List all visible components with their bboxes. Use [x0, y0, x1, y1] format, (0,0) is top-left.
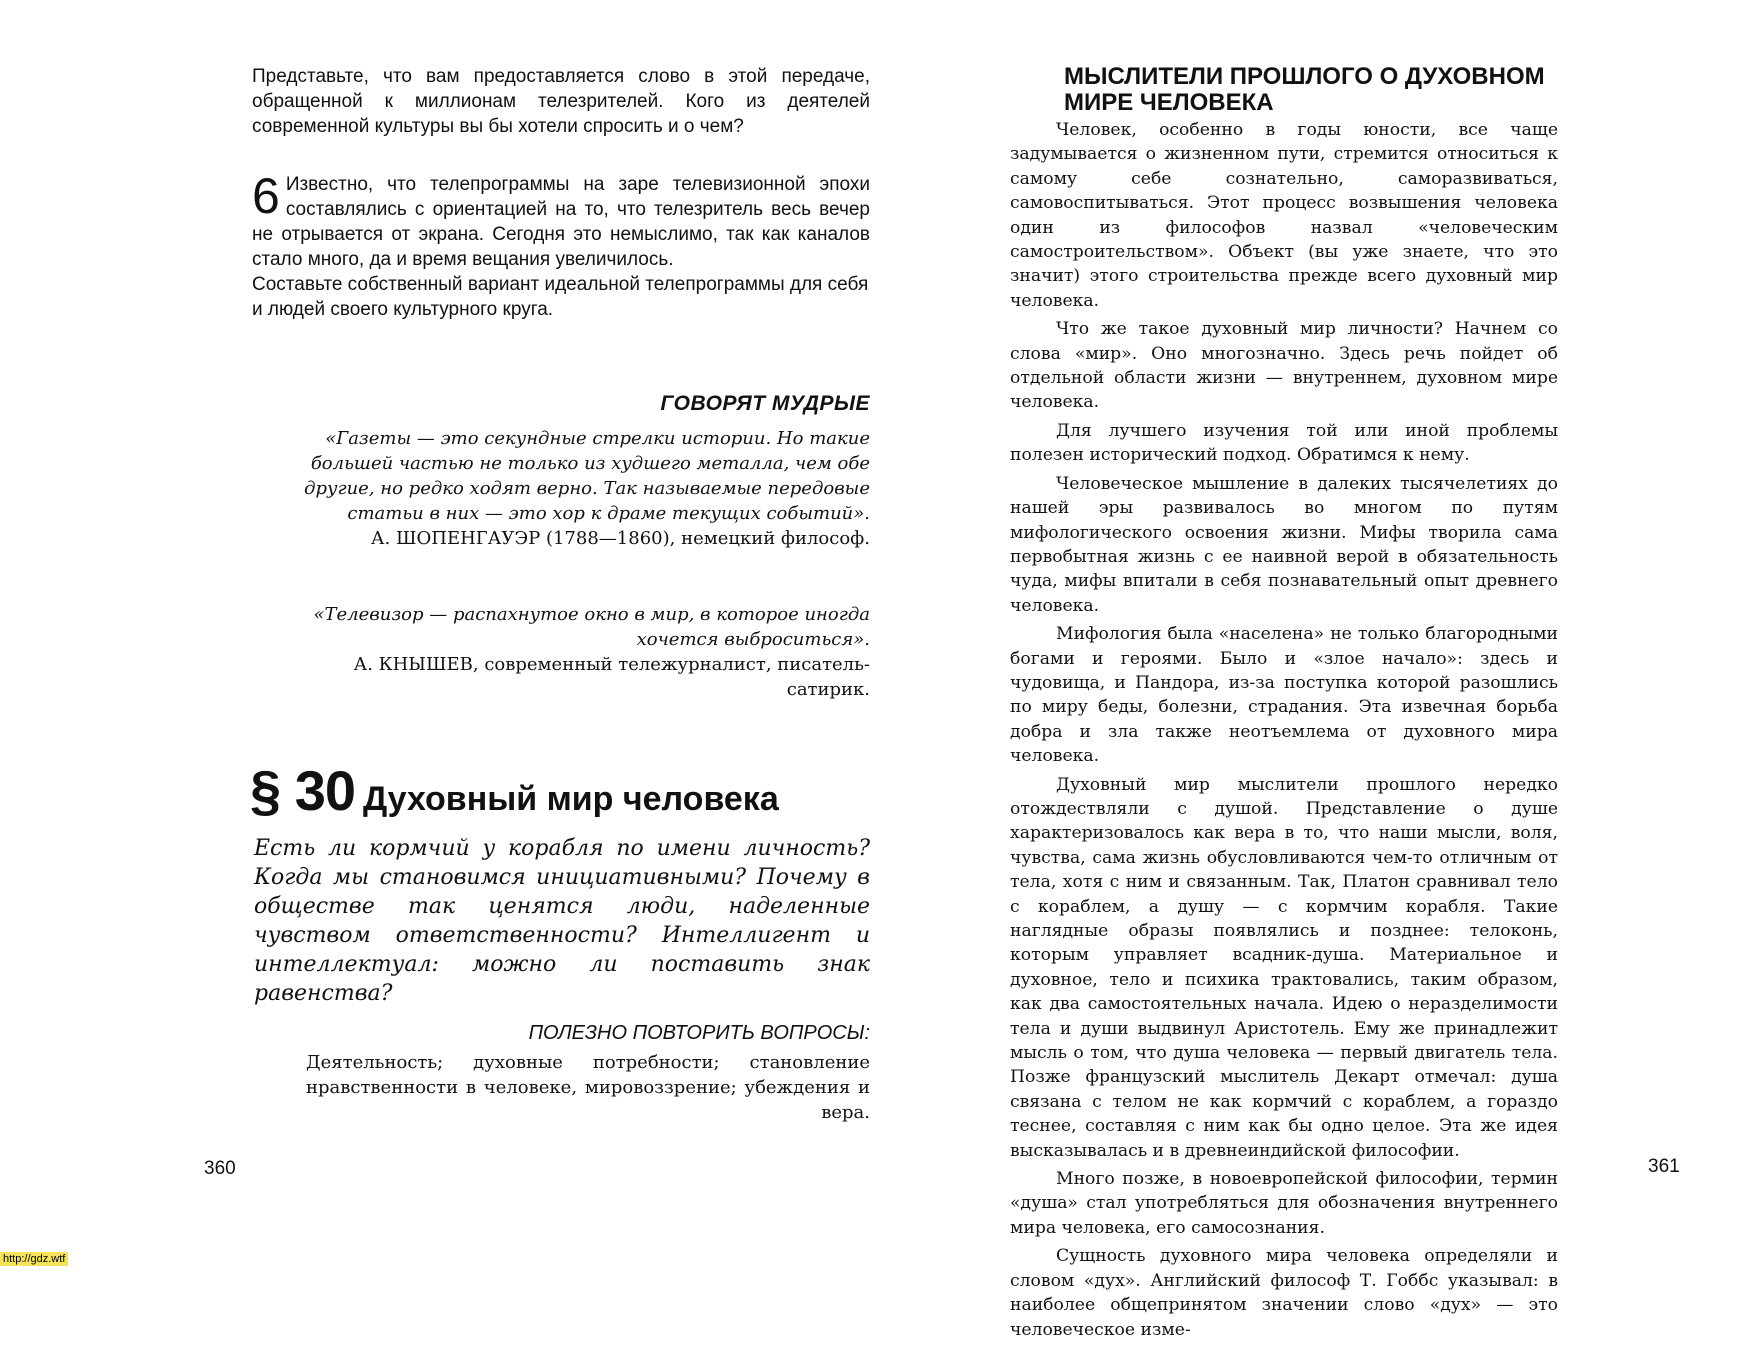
right-page	[880, 0, 1760, 1340]
paragraph-number: § 30	[250, 759, 355, 822]
watermark-link[interactable]: http://gdz.wtf	[0, 1252, 68, 1266]
paragraph-name: Духовный мир человека	[363, 780, 779, 818]
section-heading: МЫСЛИТЕЛИ ПРОШЛОГО О ДУХОВНОМ МИРЕ ЧЕЛОВЕКА	[1064, 63, 1545, 116]
quote-text: «Телевизор — распахнутое окно в мир, в которое иногда хочется выброситься».	[313, 604, 870, 650]
task-6-text: Известно, что телепрограммы на заре телевизионной эпохи составлялись с ориентацией на то, что телезритель весь вечер не отрывается от экрана. Сегодня это немыслимо, так как каналов стало много, да и время вещания увеличилось.	[252, 174, 870, 270]
task-6	[252, 168, 870, 322]
sages-heading: ГОВОРЯТ МУДРЫЕ	[660, 392, 870, 415]
body-paragraph: Человек, особенно в годы юности, все чаще задумывается о жизненном пути, стремится относиться к самому себе сознательно, саморазвиваться, самовоспитываться. Этот процесс возвышения человека один из философов назвал «человеческим самостроительством». Объект (вы уже знаете, что это значит) этого строительства прежде всего духовный мир человека.	[1010, 120, 1558, 311]
body-paragraph: Для лучшего изучения той или иной проблемы полезен исторический подход. Обратимся к нему.	[1010, 420, 1558, 466]
body-text	[1010, 118, 1558, 1346]
body-paragraph: Духовный мир мыслители прошлого нередко отождествляли с душой. Представление о душе характеризовалось как вера в то, что наши мысли, воля, чувства, сама жизнь обусловливаются чем-то отличным от тела, хотя с ним и связанным. Так, Платон сравнивал тело с кораблем, а душу — с кормчим корабля. Такие наглядные образы появлялись и позднее: телоконь, которым управляет всадник-душа. Материальное и духовное, тело и психика трактовались, таким образом, как два самостоятельных начала. Идею о неразделимости тела и души выдвинул Аристотель. Ему же принадлежит мысль о том, что душа человека — первый двигатель тела. Позже французский мыслитель Декарт отмечал: душа связана с телом не как кормчий с кораблем, а гораздо теснее, составляя с ним как бы одно целое. Эта же идея высказывалась и в древнеиндийской философии.	[1010, 774, 1558, 1161]
repeat-questions-heading: ПОЛЕЗНО ПОВТОРИТЬ ВОПРОСЫ:	[528, 1022, 870, 1044]
body-paragraph: Много позже, в новоевропейской философии, термин «душа» стал употребляться для обозначения внутреннего мира человека, его самосознания.	[1010, 1169, 1558, 1238]
body-paragraph: Человеческое мышление в далеких тысячелетиях до нашей эры развивалось во многом по путям мифологического освоения жизни. Мифы творила сама первобытная жизнь с ее наивной верой в обязательность чуда, мифы впитали в себя познавательный опыт древнего человека.	[1010, 473, 1558, 616]
page-number-left: 360	[204, 1158, 236, 1179]
quote-schopenhauer	[300, 426, 870, 551]
left-page	[0, 0, 880, 1266]
page-number-right: 361	[1648, 1156, 1680, 1177]
quote-knyshev	[300, 602, 870, 702]
paragraph-lead-questions: Есть ли кормчий у корабля по имени личность? Когда мы становимся инициативными? Почему в обществе так ценятся люди, наделенные чувством ответственности? Интеллигент и интеллектуал: можно ли поставить знак равенства?	[254, 836, 870, 1006]
task-intro-text: Представьте, что вам предоставляется слово в этой передаче, обращенной к миллионам телезрителей. Кого из деятелей современной культуры вы бы хотели спросить и о чем?	[252, 66, 870, 137]
body-paragraph: Сущность духовного мира человека определяли и словом «дух». Английский философ Т. Гоббс указывал: в наиболее общепринятом значении слово «дух» — это человеческое изме-	[1010, 1246, 1558, 1340]
body-paragraph: Что же такое духовный мир личности? Начнем со слова «мир». Оно многозначно. Здесь речь пойдет об отдельной области жизни — внутреннем, духовном мире человека.	[1010, 319, 1558, 413]
quote-author: А. ШОПЕНГАУЭР (1788—1860), немецкий философ.	[370, 528, 870, 549]
task-6-text-2: Составьте собственный вариант идеальной телепрограммы для себя и людей своего культурного круга.	[252, 274, 869, 320]
paragraph-title	[250, 758, 890, 823]
body-paragraph: Мифология была «населена» не только благородными богами и героями. Было и «злое начало»: здесь и чудовища, и Пандора, из-за поступка которой разошлись по миру беды, болезни, страдания. Эта извечная борьба добра и зла также неотъемлема от духовного мира человека.	[1010, 624, 1558, 767]
quote-author: А. КНЫШЕВ, современный тележурналист, писатель-сатирик.	[353, 654, 870, 700]
repeat-questions-text: Деятельность; духовные потребности; становление нравственности в человеке, мировоззрение; убеждения и вера.	[306, 1052, 870, 1123]
task-number: 6	[252, 168, 280, 224]
quote-text: «Газеты — это секундные стрелки истории. Но такие большей частью не только из худшего металла, чем обе другие, но редко ходят верно. Так называемые передовые статьи в них — это хор к драме текущих событий».	[304, 428, 870, 524]
